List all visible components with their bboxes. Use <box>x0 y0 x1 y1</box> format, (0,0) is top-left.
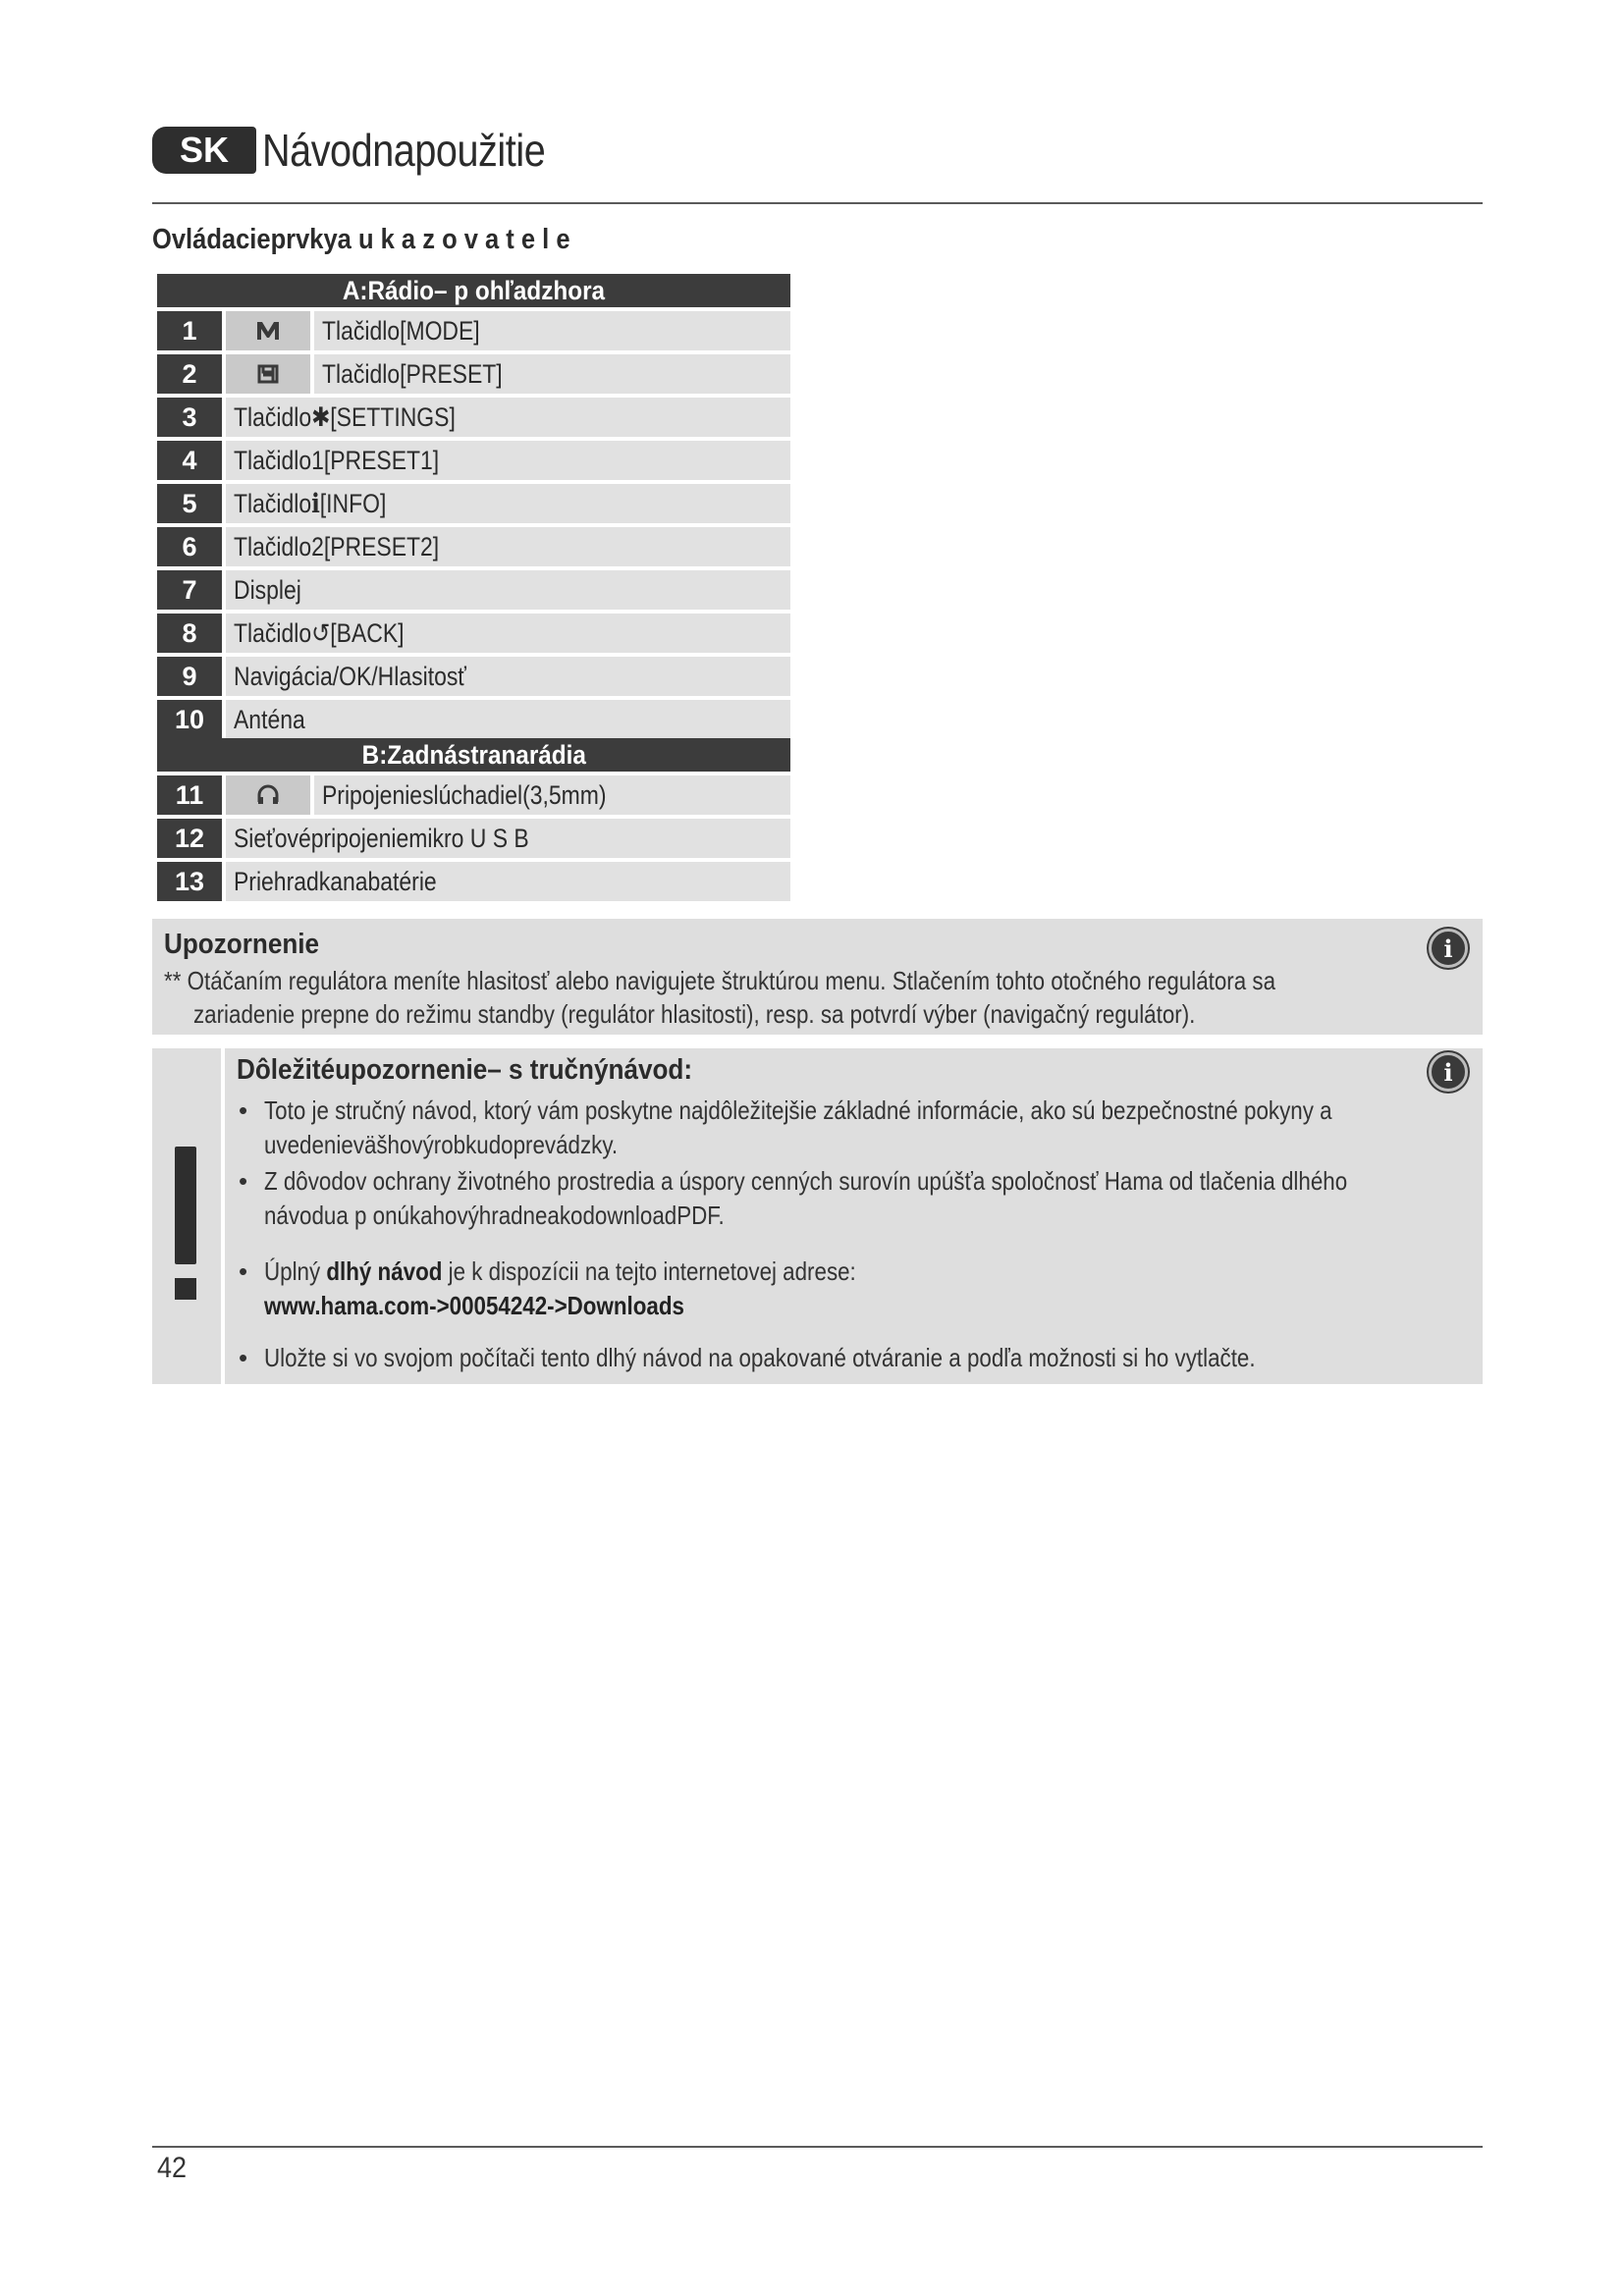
row-number: 13 <box>157 862 222 901</box>
footer-divider <box>152 2146 1483 2148</box>
row-number: 4 <box>157 441 222 480</box>
note-line: ** Otáčaním regulátora meníte hlasitosť alebo navigujete štruktúrou menu. Stlačením tohto otočného regulátora sa <box>164 966 1276 995</box>
row-number: 8 <box>157 614 222 653</box>
row-label: Tlačidlo[MODE] <box>314 311 790 350</box>
page-header <box>152 123 591 178</box>
row-label: Sieťovépripojeniemikro U S B <box>226 819 790 858</box>
note-box <box>152 919 1483 1035</box>
row-label: Navigácia/OK/Hlasitosť <box>226 657 790 696</box>
table-row <box>157 311 790 350</box>
section-title: Ovládacieprvkya u k a z o v a t e l e <box>152 224 570 255</box>
header-divider <box>152 202 1483 204</box>
info-icon: i <box>1429 929 1468 968</box>
row-number: 9 <box>157 657 222 696</box>
table-row <box>157 700 790 739</box>
table-row <box>157 657 790 696</box>
note-title: Upozornenie <box>164 929 320 960</box>
row-number: 1 <box>157 311 222 350</box>
row-number: 2 <box>157 354 222 394</box>
preset-icon <box>226 354 310 394</box>
row-number: 7 <box>157 570 222 610</box>
row-label: Displej <box>226 570 790 610</box>
table-heading: A:Rádio– p ohľadzhora <box>157 274 790 307</box>
important-note-box: Dôležitéupozornenie– s tručnýnávod: i • Toto je stručný návod, ktorý vám poskytne najdôležitejšie základné informácie, ako sú bezpečnostné pokyny a uvedenieväšhovýrobkudoprevádzky. • Z dôvodov ochrany životného prostredia a úspory cenných surovín upúšťa spoločnosť Hama od tlačenia dlhého návodua p onúkahovýhradneakodownloadPDF. • Úplný dlhý návod je k dispozícii na tejto internetovej adrese: www.hama.com->00054242->Downloads • Uložte si vo svojom počítači tento dlhý návod na opakované otváranie a podľa možnosti si ho vytlačte. <box>225 1048 1483 1384</box>
page-number: 42 <box>157 2152 188 2184</box>
note-line: zariadenie prepne do režimu standby (regulátor hlasitosti), resp. sa potvrdí výber (navigačný regulátor). <box>193 999 1196 1029</box>
row-number: 10 <box>157 700 222 739</box>
row-label: Tlačidlo✱[SETTINGS] <box>226 398 790 437</box>
row-label: Tlačidlo[PRESET] <box>314 354 790 394</box>
row-label: Tlačidlo↺[BACK] <box>226 614 790 653</box>
row-label: Priehradkanabatérie <box>226 862 790 901</box>
table-row <box>157 354 790 394</box>
controls-table-back <box>157 738 790 901</box>
mode-icon <box>226 311 310 350</box>
document-title: Návodnapoužitie <box>262 125 546 176</box>
row-label: Tlačidlo1[PRESET1] <box>226 441 790 480</box>
row-number: 3 <box>157 398 222 437</box>
table-row <box>157 527 790 566</box>
row-number: 6 <box>157 527 222 566</box>
headphones-icon <box>226 775 310 815</box>
table-row <box>157 775 790 815</box>
row-number: 5 <box>157 484 222 523</box>
row-label: Tlačidloℹ[INFO] <box>226 484 790 523</box>
important-note-title: Dôležitéupozornenie– s tručnýnávod: <box>237 1054 693 1086</box>
table-row <box>157 398 790 437</box>
controls-table-top <box>157 274 790 739</box>
table-row <box>157 484 790 523</box>
exclamation-icon <box>170 1147 201 1300</box>
table-row <box>157 441 790 480</box>
table-row <box>157 614 790 653</box>
warning-marker <box>152 1048 221 1384</box>
info-icon: i <box>1429 1052 1468 1092</box>
table-row <box>157 570 790 610</box>
table-row <box>157 819 790 858</box>
row-number: 11 <box>157 775 222 815</box>
row-label: Anténa <box>226 700 790 739</box>
row-number: 12 <box>157 819 222 858</box>
table-heading: B:Zadnástranarádia <box>157 738 790 772</box>
row-label: Pripojenieslúchadiel(3,5mm) <box>314 775 790 815</box>
table-row <box>157 862 790 901</box>
row-label: Tlačidlo2[PRESET2] <box>226 527 790 566</box>
language-badge: SK <box>152 127 256 174</box>
